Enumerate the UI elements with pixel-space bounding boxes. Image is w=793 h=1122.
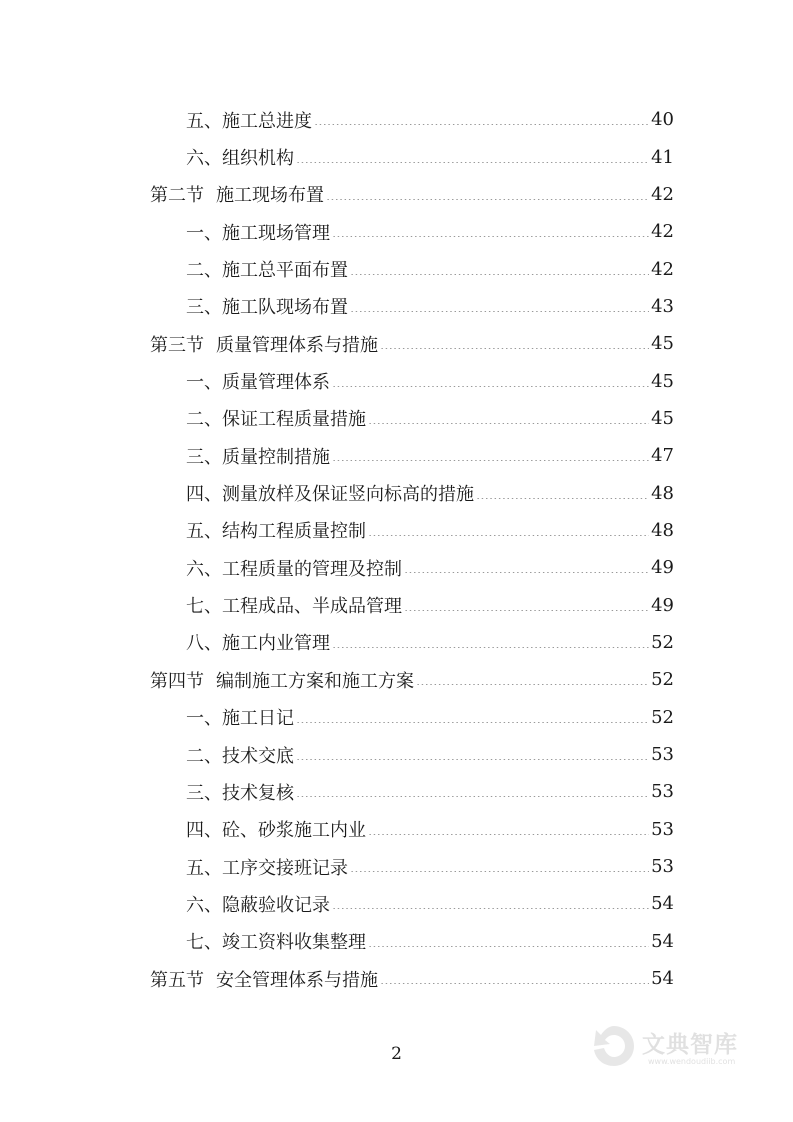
- watermark: [590, 1018, 770, 1074]
- toc-page-number: 49: [651, 594, 674, 616]
- toc-dot-leader: [380, 348, 649, 349]
- toc-entry-title: 四、砼、砂浆施工内业: [186, 820, 366, 842]
- page-number: 2: [391, 1044, 402, 1064]
- toc-dot-leader: [332, 908, 649, 909]
- toc-entry[interactable]: [150, 474, 674, 511]
- toc-entry-title: 五、工序交接班记录: [186, 857, 348, 879]
- toc-entry[interactable]: [150, 549, 674, 586]
- toc-page-number: 47: [651, 445, 674, 467]
- toc-entry[interactable]: [150, 101, 674, 138]
- toc-dot-leader: [314, 124, 649, 125]
- toc-dot-leader: [296, 796, 649, 797]
- toc-dot-leader: [380, 983, 649, 984]
- toc-dot-leader: [332, 647, 649, 648]
- toc-page-number: 48: [651, 519, 674, 541]
- toc-page-number: 42: [651, 183, 674, 205]
- toc-entry[interactable]: [150, 661, 674, 698]
- toc-entry[interactable]: [150, 960, 674, 997]
- toc-entry-title: 三、技术复核: [186, 782, 294, 804]
- watermark-name: 文典智库: [642, 1032, 738, 1058]
- toc-dot-leader: [332, 386, 649, 387]
- toc-dot-leader: [368, 946, 649, 947]
- toc-entry[interactable]: [150, 586, 674, 623]
- toc-entry-title: 三、质量控制措施: [186, 446, 330, 468]
- toc-entry[interactable]: [150, 250, 674, 287]
- watermark-url: www.wendoudiib.com: [648, 1057, 736, 1066]
- toc-entry[interactable]: [150, 176, 674, 213]
- toc-entry-title: 三、施工队现场布置: [186, 297, 348, 319]
- toc-dot-leader: [332, 236, 649, 237]
- toc-page-number: 42: [651, 258, 674, 280]
- toc-entry-title: 安全管理体系与措施: [216, 969, 378, 991]
- toc-entry-title: 六、工程质量的管理及控制: [186, 558, 402, 580]
- toc-entry[interactable]: [150, 138, 674, 175]
- toc-dot-leader: [350, 871, 649, 872]
- toc-dot-leader: [350, 311, 649, 312]
- toc-entry-title: 二、技术交底: [186, 745, 294, 767]
- toc-section-label: 第三节: [150, 334, 204, 356]
- toc-entry-title: 六、组织机构: [186, 148, 294, 170]
- toc-entry[interactable]: [150, 400, 674, 437]
- toc-entry-title: 五、施工总进度: [186, 110, 312, 132]
- toc-dot-leader: [416, 684, 649, 685]
- toc-page-number: 43: [651, 295, 674, 317]
- toc-entry[interactable]: [150, 624, 674, 661]
- toc-entry[interactable]: [150, 848, 674, 885]
- toc-page-number: 54: [651, 930, 674, 952]
- toc-page-number: 54: [651, 968, 674, 990]
- toc-page-number: 53: [651, 744, 674, 766]
- toc-page-number: 53: [651, 818, 674, 840]
- toc-entry-title: 五、结构工程质量控制: [186, 521, 366, 543]
- toc-entry-title: 施工现场布置: [216, 185, 324, 207]
- toc-entry[interactable]: [150, 437, 674, 474]
- toc-dot-leader: [368, 834, 649, 835]
- toc-dot-leader: [368, 423, 649, 424]
- toc-page-number: 52: [651, 631, 674, 653]
- toc-page-number: 52: [651, 669, 674, 691]
- toc-page-number: 42: [651, 221, 674, 243]
- toc-entry[interactable]: [150, 288, 674, 325]
- toc-dot-leader: [350, 274, 649, 275]
- toc-page-number: 49: [651, 557, 674, 579]
- toc-dot-leader: [476, 498, 649, 499]
- toc-section-label: 第二节: [150, 185, 204, 207]
- toc-dot-leader: [296, 722, 649, 723]
- toc-dot-leader: [296, 759, 649, 760]
- toc-entry[interactable]: [150, 736, 674, 773]
- toc-entry-title: 二、保证工程质量措施: [186, 409, 366, 431]
- toc-entry[interactable]: [150, 699, 674, 736]
- toc-entry-title: 一、施工日记: [186, 708, 294, 730]
- toc-entry[interactable]: [150, 811, 674, 848]
- toc-entry-title: 一、施工现场管理: [186, 222, 330, 244]
- toc-entry[interactable]: [150, 773, 674, 810]
- toc-entry[interactable]: [150, 885, 674, 922]
- toc-page-number: 53: [651, 781, 674, 803]
- toc-entry-title: 四、测量放样及保证竖向标高的措施: [186, 484, 474, 506]
- toc-entry[interactable]: [150, 512, 674, 549]
- toc-entry-title: 七、工程成品、半成品管理: [186, 596, 402, 618]
- toc-page-number: 40: [651, 109, 674, 131]
- toc-page-number: 54: [651, 893, 674, 915]
- toc-page-number: 52: [651, 706, 674, 728]
- toc-entry-title: 一、质量管理体系: [186, 372, 330, 394]
- toc-entry[interactable]: [150, 325, 674, 362]
- toc-section-label: 第四节: [150, 670, 204, 692]
- watermark-logo-icon: [590, 1022, 638, 1070]
- toc-page-number: 45: [651, 333, 674, 355]
- toc-dot-leader: [368, 535, 649, 536]
- toc-entry[interactable]: [150, 213, 674, 250]
- toc-entry-title: 八、施工内业管理: [186, 633, 330, 655]
- toc-page-number: 41: [651, 146, 674, 168]
- toc-entry-title: 六、隐蔽验收记录: [186, 894, 330, 916]
- toc-section-label: 第五节: [150, 969, 204, 991]
- toc-entry-title: 质量管理体系与措施: [216, 334, 378, 356]
- toc-entry[interactable]: [150, 362, 674, 399]
- toc-page-number: 53: [651, 856, 674, 878]
- toc-page-number: 48: [651, 482, 674, 504]
- toc-entry[interactable]: [150, 923, 674, 960]
- toc-dot-leader: [404, 610, 649, 611]
- toc-entry-title: 编制施工方案和施工方案: [216, 670, 414, 692]
- toc-page-number: 45: [651, 370, 674, 392]
- toc-dot-leader: [326, 199, 649, 200]
- toc-page-number: 45: [651, 407, 674, 429]
- toc-dot-leader: [404, 572, 649, 573]
- table-of-contents: [150, 101, 674, 997]
- toc-dot-leader: [332, 460, 649, 461]
- toc-dot-leader: [296, 162, 649, 163]
- toc-entry-title: 七、竣工资料收集整理: [186, 932, 366, 954]
- toc-entry-title: 二、施工总平面布置: [186, 260, 348, 282]
